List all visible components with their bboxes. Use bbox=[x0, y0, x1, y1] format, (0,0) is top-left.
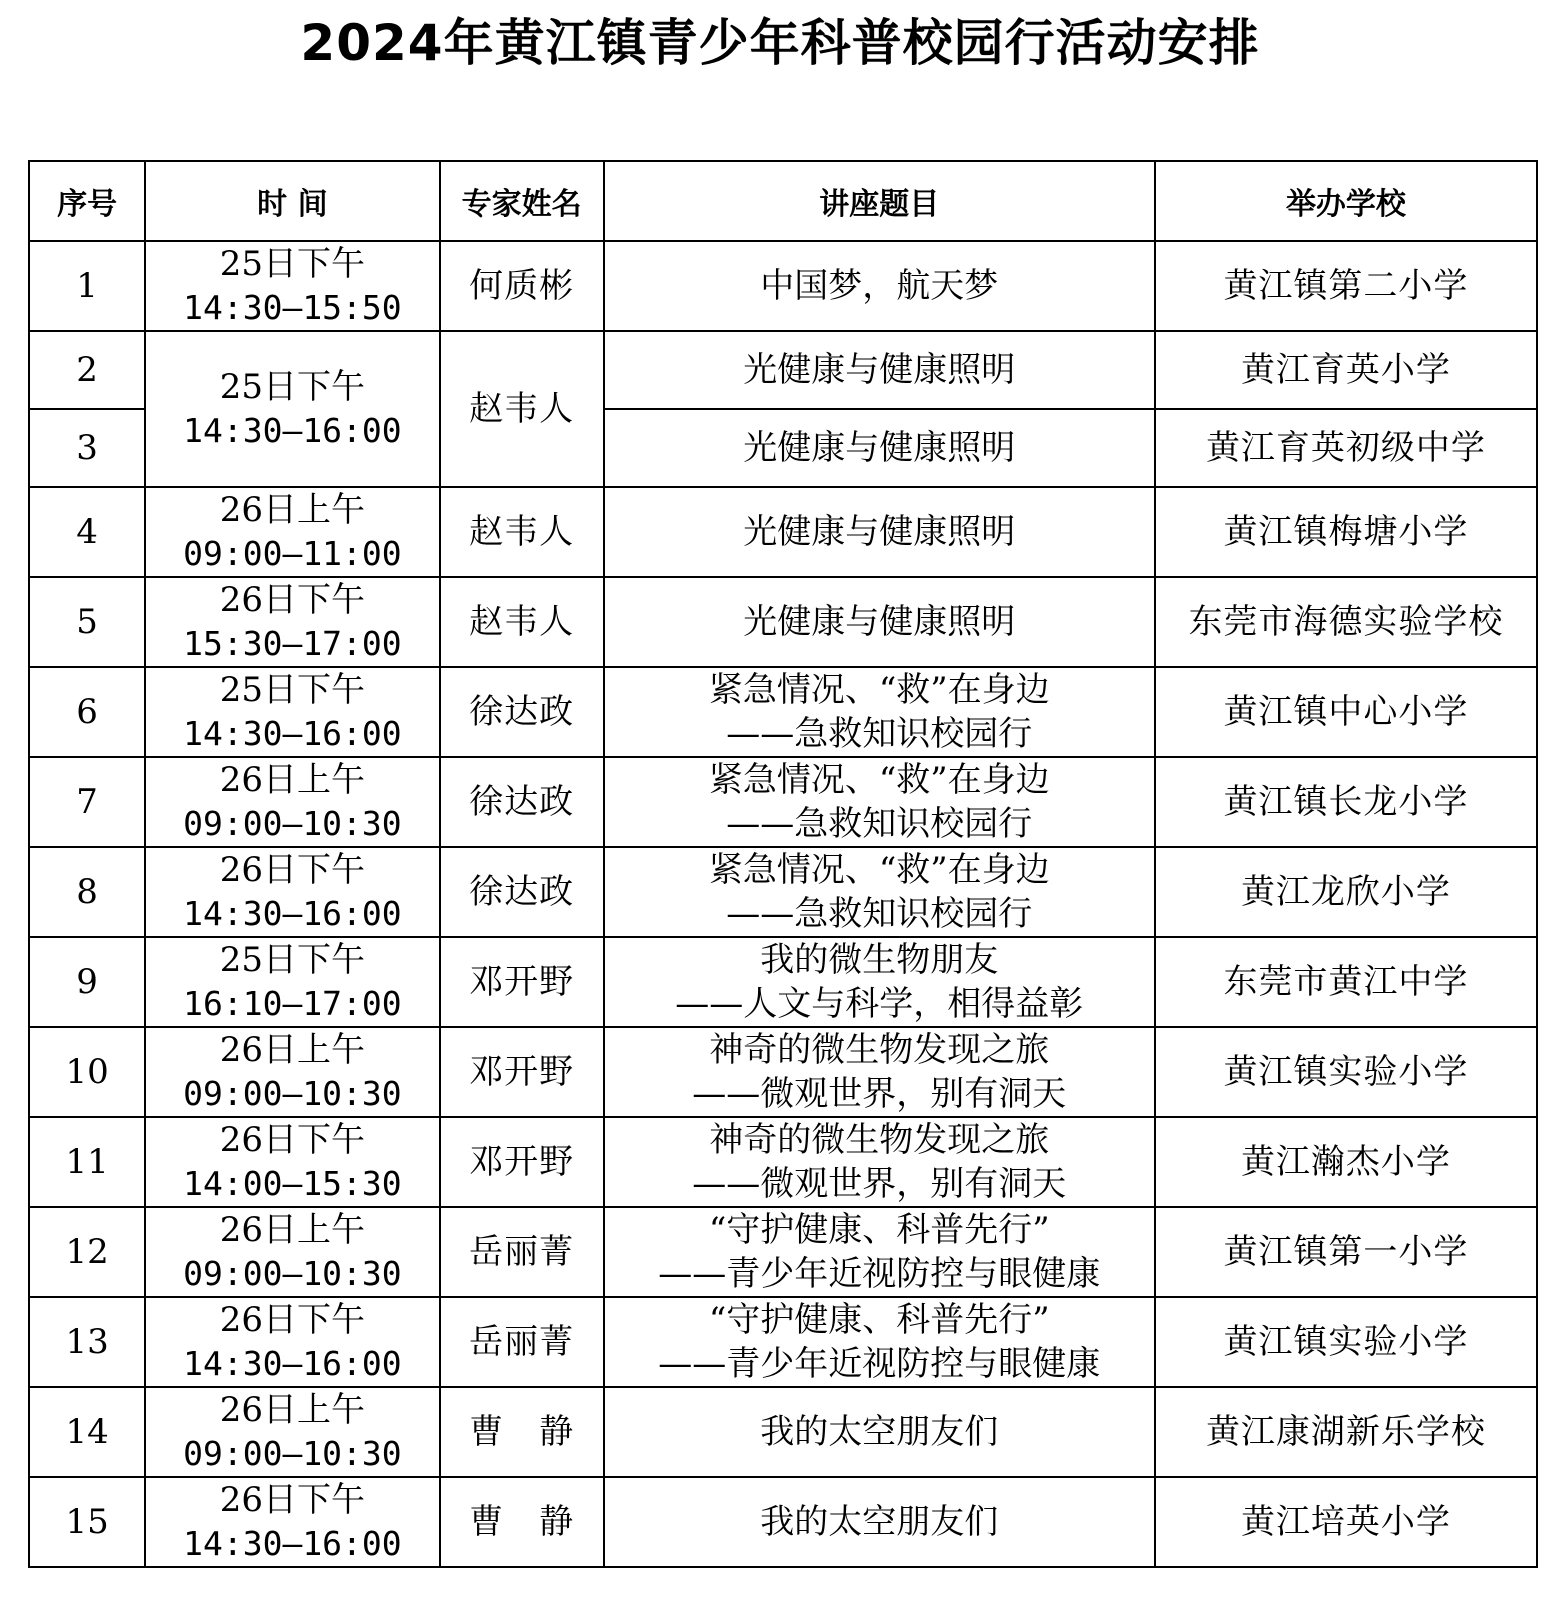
seq-cell: 11 bbox=[29, 1117, 145, 1207]
topic-line: 我的微生物朋友 bbox=[760, 940, 999, 980]
topic-cell bbox=[604, 1117, 1155, 1207]
time-range: 14:30—15:50 bbox=[183, 288, 402, 327]
school-cell: 黄江镇中心小学 bbox=[1155, 667, 1537, 757]
time-day: 26日上午 bbox=[219, 490, 366, 530]
topic-subline: ——急救知识校园行 bbox=[726, 714, 1033, 754]
topic-cell bbox=[604, 331, 1155, 409]
expert-cell: 何质彬 bbox=[440, 241, 604, 331]
seq-cell: 13 bbox=[29, 1297, 145, 1387]
time-day: 26日上午 bbox=[219, 1030, 366, 1070]
topic-line: 紧急情况、“救”在身边 bbox=[708, 850, 1050, 890]
header-time: 时 间 bbox=[145, 161, 439, 241]
time-range: 09:00—10:30 bbox=[183, 1254, 402, 1293]
school-cell: 黄江镇第一小学 bbox=[1155, 1207, 1537, 1297]
expert-cell: 赵韦人 bbox=[440, 577, 604, 667]
topic-line: 中国梦，航天梦 bbox=[760, 266, 999, 306]
time-day: 25日下午 bbox=[219, 367, 366, 407]
time-day: 26日上午 bbox=[219, 760, 366, 800]
topic-cell bbox=[604, 1297, 1155, 1387]
time-day: 26日下午 bbox=[219, 580, 366, 620]
school-cell: 黄江镇长龙小学 bbox=[1155, 757, 1537, 847]
topic-cell bbox=[604, 667, 1155, 757]
time-cell bbox=[145, 667, 439, 757]
table-row bbox=[29, 937, 1537, 1027]
time-day: 26日下午 bbox=[219, 850, 366, 890]
school-cell: 东莞市黄江中学 bbox=[1155, 937, 1537, 1027]
time-range: 14:00—15:30 bbox=[183, 1164, 402, 1203]
topic-cell bbox=[604, 241, 1155, 331]
table-row bbox=[29, 241, 1537, 331]
schedule-table bbox=[28, 160, 1538, 1568]
time-cell bbox=[145, 1027, 439, 1117]
time-cell bbox=[145, 1117, 439, 1207]
topic-line: “守护健康、科普先行” bbox=[708, 1300, 1050, 1340]
table-row bbox=[29, 847, 1537, 937]
expert-cell: 赵韦人 bbox=[440, 487, 604, 577]
topic-subline: ——微观世界，别有洞天 bbox=[692, 1164, 1067, 1204]
topic-subline: ——微观世界，别有洞天 bbox=[692, 1074, 1067, 1114]
seq-cell: 6 bbox=[29, 667, 145, 757]
table-row bbox=[29, 1027, 1537, 1117]
seq-cell: 2 bbox=[29, 331, 145, 409]
time-range: 09:00—10:30 bbox=[183, 804, 402, 843]
time-range: 09:00—10:30 bbox=[183, 1074, 402, 1113]
expert-cell: 赵韦人 bbox=[440, 331, 604, 487]
header-row bbox=[29, 161, 1537, 241]
school-cell: 黄江育英初级中学 bbox=[1155, 409, 1537, 487]
time-cell bbox=[145, 1207, 439, 1297]
topic-cell bbox=[604, 937, 1155, 1027]
table-row bbox=[29, 1297, 1537, 1387]
time-day: 25日下午 bbox=[219, 244, 366, 284]
expert-cell: 徐达政 bbox=[440, 757, 604, 847]
school-cell: 黄江镇第二小学 bbox=[1155, 241, 1537, 331]
expert-cell: 邓开野 bbox=[440, 937, 604, 1027]
expert-cell: 邓开野 bbox=[440, 1117, 604, 1207]
time-day: 26日下午 bbox=[219, 1480, 366, 1520]
time-cell bbox=[145, 847, 439, 937]
header-school: 举办学校 bbox=[1155, 161, 1537, 241]
time-range: 14:30—16:00 bbox=[183, 714, 402, 753]
topic-cell bbox=[604, 1387, 1155, 1477]
expert-cell: 曹 静 bbox=[440, 1477, 604, 1567]
expert-cell: 岳丽菁 bbox=[440, 1207, 604, 1297]
time-day: 26日下午 bbox=[219, 1300, 366, 1340]
topic-line: 紧急情况、“救”在身边 bbox=[708, 760, 1050, 800]
topic-subline: ——急救知识校园行 bbox=[726, 894, 1033, 934]
time-day: 25日下午 bbox=[219, 670, 366, 710]
time-day: 26日上午 bbox=[219, 1390, 366, 1430]
school-cell: 黄江镇梅塘小学 bbox=[1155, 487, 1537, 577]
time-cell bbox=[145, 577, 439, 667]
time-cell bbox=[145, 241, 439, 331]
school-cell: 黄江育英小学 bbox=[1155, 331, 1537, 409]
table-row bbox=[29, 1477, 1537, 1567]
seq-cell: 3 bbox=[29, 409, 145, 487]
page-title: 2024年黄江镇青少年科普校园行活动安排 bbox=[300, 14, 1260, 72]
time-cell bbox=[145, 1477, 439, 1567]
time-cell bbox=[145, 487, 439, 577]
header-seq: 序号 bbox=[29, 161, 145, 241]
time-cell bbox=[145, 757, 439, 847]
topic-line: 光健康与健康照明 bbox=[743, 428, 1016, 468]
topic-cell bbox=[604, 757, 1155, 847]
topic-line: 紧急情况、“救”在身边 bbox=[708, 670, 1050, 710]
time-cell bbox=[145, 1387, 439, 1477]
topic-cell bbox=[604, 577, 1155, 667]
topic-line: 光健康与健康照明 bbox=[743, 602, 1016, 642]
topic-cell bbox=[604, 1477, 1155, 1567]
time-range: 15:30—17:00 bbox=[183, 624, 402, 663]
seq-cell: 1 bbox=[29, 241, 145, 331]
seq-cell: 8 bbox=[29, 847, 145, 937]
table-row bbox=[29, 757, 1537, 847]
topic-subline: ——青少年近视防控与眼健康 bbox=[658, 1254, 1101, 1294]
table-row bbox=[29, 667, 1537, 757]
topic-line: “守护健康、科普先行” bbox=[708, 1210, 1050, 1250]
time-range: 09:00—11:00 bbox=[183, 534, 402, 573]
topic-line: 神奇的微生物发现之旅 bbox=[709, 1030, 1050, 1070]
table-row bbox=[29, 1207, 1537, 1297]
table-row bbox=[29, 1117, 1537, 1207]
school-cell: 黄江瀚杰小学 bbox=[1155, 1117, 1537, 1207]
topic-subline: ——急救知识校园行 bbox=[726, 804, 1033, 844]
time-day: 25日下午 bbox=[219, 940, 366, 980]
topic-cell bbox=[604, 847, 1155, 937]
expert-cell: 徐达政 bbox=[440, 667, 604, 757]
time-range: 09:00—10:30 bbox=[183, 1434, 402, 1473]
header-expert: 专家姓名 bbox=[440, 161, 604, 241]
seq-cell: 7 bbox=[29, 757, 145, 847]
topic-line: 光健康与健康照明 bbox=[743, 350, 1016, 390]
expert-cell: 邓开野 bbox=[440, 1027, 604, 1117]
topic-cell bbox=[604, 409, 1155, 487]
table-row bbox=[29, 487, 1537, 577]
expert-cell: 岳丽菁 bbox=[440, 1297, 604, 1387]
school-cell: 东莞市海德实验学校 bbox=[1155, 577, 1537, 667]
topic-line: 我的太空朋友们 bbox=[760, 1502, 999, 1542]
seq-cell: 5 bbox=[29, 577, 145, 667]
time-range: 14:30—16:00 bbox=[183, 1344, 402, 1383]
topic-cell bbox=[604, 1027, 1155, 1117]
school-cell: 黄江镇实验小学 bbox=[1155, 1297, 1537, 1387]
topic-line: 光健康与健康照明 bbox=[743, 512, 1016, 552]
topic-line: 我的太空朋友们 bbox=[760, 1412, 999, 1452]
topic-cell bbox=[604, 1207, 1155, 1297]
school-cell: 黄江镇实验小学 bbox=[1155, 1027, 1537, 1117]
time-range: 14:30—16:00 bbox=[183, 894, 402, 933]
topic-line: 神奇的微生物发现之旅 bbox=[709, 1120, 1050, 1160]
time-day: 26日下午 bbox=[219, 1120, 366, 1160]
time-cell bbox=[145, 331, 439, 487]
seq-cell: 9 bbox=[29, 937, 145, 1027]
time-cell bbox=[145, 937, 439, 1027]
time-range: 16:10—17:00 bbox=[183, 984, 402, 1023]
header-topic: 讲座题目 bbox=[604, 161, 1155, 241]
time-range: 14:30—16:00 bbox=[183, 411, 402, 450]
school-cell: 黄江康湖新乐学校 bbox=[1155, 1387, 1537, 1477]
school-cell: 黄江龙欣小学 bbox=[1155, 847, 1537, 937]
expert-cell: 曹 静 bbox=[440, 1387, 604, 1477]
seq-cell: 15 bbox=[29, 1477, 145, 1567]
topic-cell bbox=[604, 487, 1155, 577]
table-row bbox=[29, 331, 1537, 409]
time-range: 14:30—16:00 bbox=[183, 1524, 402, 1563]
expert-cell: 徐达政 bbox=[440, 847, 604, 937]
time-cell bbox=[145, 1297, 439, 1387]
seq-cell: 14 bbox=[29, 1387, 145, 1477]
topic-subline: ——青少年近视防控与眼健康 bbox=[658, 1344, 1101, 1384]
table-row bbox=[29, 577, 1537, 667]
seq-cell: 4 bbox=[29, 487, 145, 577]
table-row bbox=[29, 1387, 1537, 1477]
time-day: 26日上午 bbox=[219, 1210, 366, 1250]
school-cell: 黄江培英小学 bbox=[1155, 1477, 1537, 1567]
topic-subline: ——人文与科学，相得益彰 bbox=[675, 984, 1084, 1024]
seq-cell: 10 bbox=[29, 1027, 145, 1117]
seq-cell: 12 bbox=[29, 1207, 145, 1297]
